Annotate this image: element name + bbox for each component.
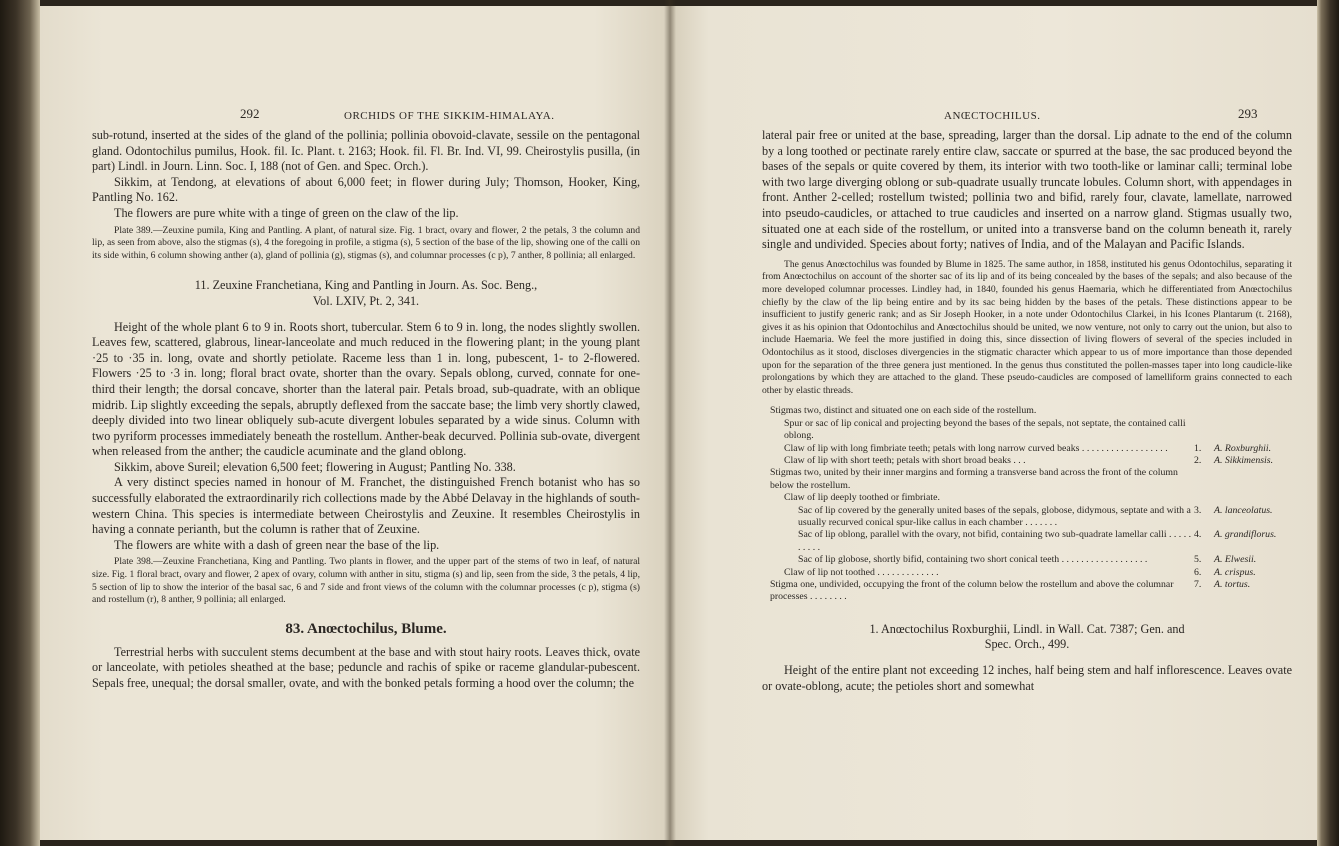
species-title: 1. Anœctochilus Roxburghii, Lindl. in Wall. Cat. 7387; Gen. and bbox=[869, 621, 1185, 636]
left-page-number: 292 bbox=[240, 106, 260, 121]
right-page-edges bbox=[1317, 0, 1339, 846]
plate-caption: Plate 389.—Zeuxine pumila, King and Pantling. A plant, of natural size. Fig. 1 bract, ovary and flower, 2 the petals, 3 the column and lip, as seen from above, also the stigmas (s), 4 the foregoing in profile, a stigma (s), 5 section of the base of the lip, showing one of the calli on its side within, 6 column showing anther (a), gland of pollinia (g), stigmas (s), and columnar processes (c p), 7 anther, 8 pollinia; all enlarged. bbox=[92, 224, 640, 261]
key-row bbox=[770, 418, 1292, 443]
key-row-number bbox=[1194, 467, 1214, 492]
key-row-number: 6. bbox=[1194, 566, 1202, 578]
key-row bbox=[770, 455, 1292, 467]
key-row bbox=[770, 505, 1292, 530]
species-reference: Spec. Orch., 499. bbox=[984, 637, 1070, 652]
plate-caption: Plate 398.—Zeuxine Franchetiana, King and Pantling. Two plants in flower, and the upper part of the stems of two in leaf, of natural size. Fig. 1 floral bract, ovary and flower, 2 apex of ovary, column with anther in situ, stigma (s) and lip, seen from the side, 3 the petals, 4 lip, 5 section of lip to show the interior of the basal sac, 6 and 7 side and front views of the column with the columnar processes (c p), stigma (s) and rostellum (r), 8 anther, 9 pollinia; all enlarged. bbox=[92, 556, 640, 606]
key-row bbox=[770, 467, 1292, 492]
key-row-text: Claw of lip with short teeth; petals with short broad beaks . . . bbox=[784, 454, 1026, 466]
key-row-text: Sac of lip oblong, parallel with the ovary, not bifid, containing two sub-quadrate lamellar calli . . . . . . . . . . bbox=[798, 529, 1192, 553]
left-running-head: ORCHIDS OF THE SIKKIM-HIMALAYA. bbox=[344, 110, 555, 122]
paragraph: lateral pair free or united at the base, spreading, larger than the dorsal. Lip adnate to the end of the column by a long toothed or pectinate rarely entire claw, saccate or spurred at the base, the sac produced beyond the bases of the sepals or quite covered by them, its interior with two tooth-like or laminar calli; terminal lobe with two large diverging oblong or sub-quadrate usually truncate lobules. Column short, with appendages in front. Anther 2-celled; rostellum twisted; pollinia two and bifid, rarely four, clavate, lamellate, narrowed into pseudo-caudicles, or attached to true caudicles and inserted on a narrow gland. Stigmas usually two, situated one at each side of the rostellum, or united into a transverse band on the column beneath it, rarely single and undivided. Species about forty; natives of India, and of the Malayan and Pacific Islands. bbox=[762, 128, 1292, 252]
key-row-text: Stigma one, undivided, occupying the front of the column below the rostellum and above the columnar processes . . . . . . . . bbox=[770, 578, 1174, 603]
right-column bbox=[762, 128, 1292, 694]
key-row-species: A. Elwesii. bbox=[1214, 554, 1257, 566]
key-row-text: Sac of lip covered by the generally united bases of the sepals, globose, didymous, septate and with a usually recurved conical spur-like callus in each chamber . . . . . . . bbox=[798, 504, 1191, 528]
key-row-number bbox=[1194, 418, 1214, 443]
key-row-number: 5. bbox=[1194, 554, 1202, 566]
key-row-text: Claw of lip deeply toothed or fimbriate. bbox=[784, 492, 940, 504]
paragraph: Height of the whole plant 6 to 9 in. Roots short, tubercular. Stem 6 to 9 in. long, the nodes slightly swollen. Leaves few, scattered, glabrous, linear-lanceolate and much reduced in the flowering plant; in the young plant ·25 to ·35 in. long, ovate and shortly petiolate. Raceme less than 1 in. long, pubescent, 1- to 2-flowered. Flowers ·25 to ·3 in. long; floral bract ovate, shorter than the ovary. Sepals oblong, curved, connate for one-third their length; the dorsal concave, shorter than the lateral pair. Petals broad, sub-quadrate, with an oblique midrib. Lip slightly exceeding the sepals, abruptly deflexed from the saccate base; the limb very shortly clawed, deeply divided into two linear obliquely sub-acute divergent lobules separated by a wide sinus. Column with two pyriform processes immediately beneath the rostellum. Anther-beak decurved. Pollinia sub-ovate, divergent when released from the anther; the caudicle acuminate and the gland oblong. bbox=[92, 319, 640, 459]
key-row-species: A. lanceolatus. bbox=[1214, 504, 1273, 516]
key-row-number: 7. bbox=[1194, 578, 1202, 590]
key-row-species: A. Sikkimensis. bbox=[1214, 454, 1274, 466]
key-row-number: 1. bbox=[1194, 442, 1202, 454]
right-page bbox=[670, 6, 1317, 840]
key-row-species bbox=[1214, 492, 1292, 504]
paragraph: Height of the entire plant not exceeding 12 inches, half being stem and half inflorescence. Leaves ovate or ovate-oblong, acute; the petioles short and somewhat bbox=[762, 662, 1292, 693]
key-row-species: A. Roxburghii. bbox=[1214, 442, 1272, 454]
key-row-text: Claw of lip not toothed . . . . . . . . . . . . . bbox=[784, 566, 939, 578]
paragraph: Sikkim, at Tendong, at elevations of about 6,000 feet; in flower during July; Thomson, Hooker, King, Pantling No. 162. bbox=[92, 174, 640, 205]
key-row-number: 4. bbox=[1194, 529, 1202, 541]
species-reference: Vol. LXIV, Pt. 2, 341. bbox=[312, 293, 420, 308]
key-row bbox=[770, 405, 1292, 417]
species-key bbox=[762, 405, 1292, 604]
paragraph: Terrestrial herbs with succulent stems decumbent at the base and with stout hairy roots. Leaves thick, ovate or lanceolate, with petioles sheathed at the base; peduncle and rachis of spike or raceme glandular-pubescent. Sepals free, unequal; the dorsal smaller, ovate, and with the bonked petals forming a hood over the column; the bbox=[92, 644, 640, 690]
right-running-head: ANŒCTOCHILUS. bbox=[944, 110, 1041, 122]
key-row bbox=[770, 529, 1292, 554]
key-row-text: Stigmas two, distinct and situated one on each side of the rostellum. bbox=[770, 405, 1037, 417]
paragraph: sub-rotund, inserted at the sides of the gland of the pollinia; pollinia obovoid-clavate, sessile on the pentagonal gland. Odontochilus pumilus, Hook. fil. Ic. Plant. t. 2163; Hook. fil. Fl. Br. Ind. VI, 99. Cheirostylis pusilla, (in part) Lindl. in Journ. Linn. Soc. I, 188 (not of Gen. and Spec. Orch.). bbox=[92, 128, 640, 174]
key-row-text: Stigmas two, united by their inner margins and forming a transverse band across the front of the column below the rostellum. bbox=[770, 467, 1178, 491]
key-row bbox=[770, 443, 1292, 455]
left-column bbox=[92, 128, 640, 692]
book-gutter bbox=[664, 0, 676, 846]
key-row-species: A. tortus. bbox=[1214, 578, 1251, 590]
key-row-number: 2. bbox=[1194, 454, 1202, 466]
key-row bbox=[770, 567, 1292, 579]
paragraph: A very distinct species named in honour of M. Franchet, the distinguished French botanist who has so successfully elaborated the extraordinarily rich collections made by the Abbé Delavay in the highlands of south-western China. This species is intermediate between Cheirostylis and Zeuxine. It resembles Cheirostylis in having a connate perianth, but the column is rather that of Zeuxine. bbox=[92, 475, 640, 537]
key-row-text: Spur or sac of lip conical and projecting beyond the bases of the sepals, not septate, the contained calli oblong. bbox=[784, 417, 1186, 442]
genus-heading: 83. Anœctochilus, Blume. bbox=[285, 620, 447, 637]
left-page-edges bbox=[0, 0, 40, 846]
key-row bbox=[770, 554, 1292, 566]
key-row bbox=[770, 579, 1292, 604]
key-row-species: A. grandiflorus. bbox=[1214, 529, 1277, 541]
key-row-species bbox=[1214, 467, 1292, 492]
species-title: 11. Zeuxine Franchetiana, King and Pantling in Journ. As. Soc. Beng., bbox=[194, 278, 538, 293]
small-paragraph: The genus Anœctochilus was founded by Blume in 1825. The same author, in 1858, instituted his genus Odontochilus, separating it from Anœctochilus on account of the shorter sac of its lip and of its being concealed by the bases of the sepals; and also because of the more developed columnar processes. Lindley had, in 1840, founded his genus Haemaria, which he differentiated from Anœctochilus chiefly by the claw of the lip being entire and by its sac being hidden by the bases of the petals. These distinctions appear to be insufficient to justify generic rank; and as Sir Joseph Hooker, in a note under Odontochilus Clarkei, in his Icones Plantarum (t. 2168), gives it as his opinion that Odontochilus and Anœctochilus should be united, we now venture, not only to carry out the union, but also to include Haemaria. We feel the more justified in doing this, since dissection of living flowers of several of the species included in Odontochilus as it stood, discloses divergencies in the stigmatic character which appear to us of more importance than those depended upon for the separation of the three genera just mentioned. In the genus thus constituted the pollen-masses taper into long caudicle-like prolongations by which they are attached to the gland. These pseudo-caudicles are composed of lamelliform grains connected to each other by elastic threads. bbox=[762, 258, 1292, 396]
key-row-species: A. crispus. bbox=[1214, 566, 1256, 578]
paragraph: The flowers are pure white with a tinge of green on the claw of the lip. bbox=[114, 205, 459, 220]
key-row-number bbox=[1194, 492, 1214, 504]
key-row bbox=[770, 492, 1292, 504]
left-page bbox=[40, 6, 670, 840]
right-page-number: 293 bbox=[1238, 106, 1258, 121]
key-row-text: Claw of lip with long fimbriate teeth; petals with long narrow curved beaks . . . . . . . . . . . . . . . . . . bbox=[784, 442, 1168, 454]
key-row-text: Sac of lip globose, shortly bifid, containing two short conical teeth . . . . . . . . . . . . . . . . . . bbox=[798, 554, 1148, 566]
paragraph: Sikkim, above Sureil; elevation 6,500 feet; flowering in August; Pantling No. 338. bbox=[114, 459, 516, 474]
key-row-species bbox=[1214, 418, 1292, 443]
key-row-number bbox=[1194, 405, 1214, 417]
key-row-species bbox=[1214, 405, 1292, 417]
paragraph: The flowers are white with a dash of green near the base of the lip. bbox=[114, 537, 440, 552]
key-row-number: 3. bbox=[1194, 504, 1202, 516]
